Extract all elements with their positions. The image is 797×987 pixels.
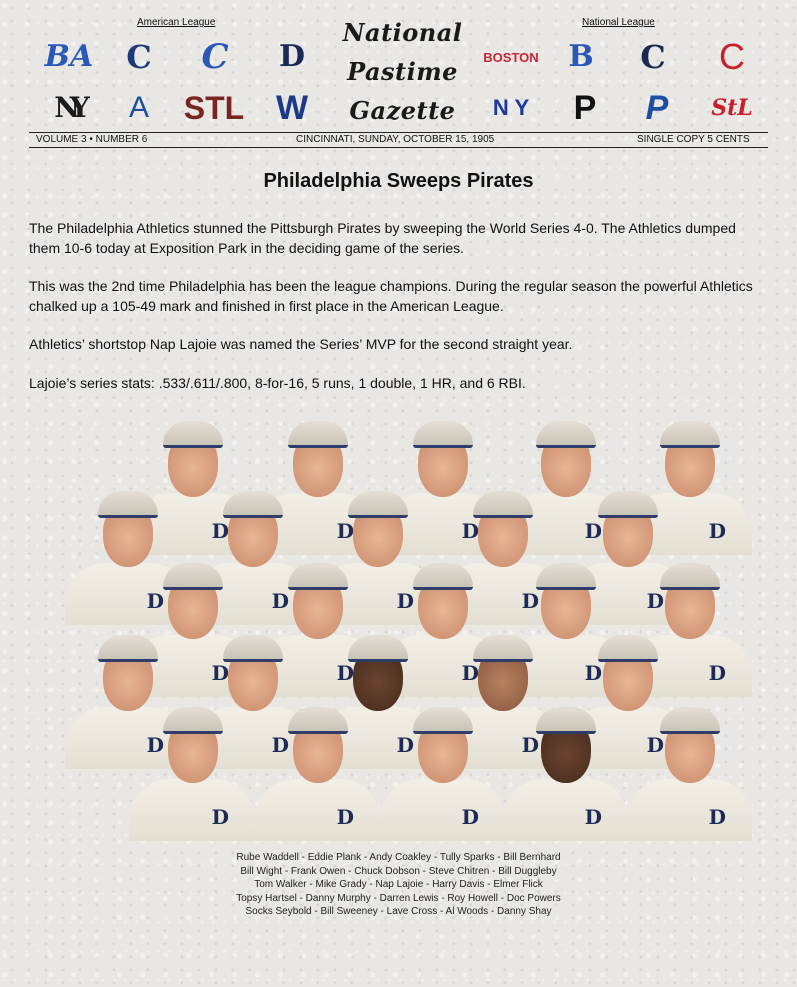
gazette-title-line-3: Gazette <box>349 96 456 125</box>
logo-text: A <box>128 91 149 124</box>
logo-text: StL <box>711 95 753 121</box>
roster-line: Rube Waddell - Eddie Plank - Andy Coakley - Tully Sparks - Bill Bernhard <box>236 852 561 863</box>
player-photo <box>255 701 380 841</box>
masthead <box>0 0 797 132</box>
player-photo <box>503 701 628 841</box>
detroit-logo-icon[interactable] <box>257 37 327 77</box>
masthead-rule-top <box>29 132 768 133</box>
cincinnati-reds-logo-icon[interactable] <box>697 37 767 77</box>
logo-text: BOSTON <box>483 49 539 65</box>
gazette-title-line-2: Pastime <box>347 57 458 86</box>
chicago-cubs-logo-icon[interactable] <box>618 37 688 77</box>
logo-text: NY <box>54 91 80 124</box>
logo-text: BA <box>44 39 94 74</box>
logo-text: C <box>201 37 229 77</box>
logo-text: N Y <box>492 95 530 120</box>
cleveland-logo-icon[interactable] <box>180 37 250 77</box>
logo-text: P <box>573 89 597 127</box>
article-paragraph-3: Athletics’ shortstop Nap Lajoie was named the Series’ MVP for the second straight year. <box>29 336 573 352</box>
washington-logo-icon[interactable] <box>257 88 327 128</box>
player-photo <box>380 701 505 841</box>
pittsburgh-logo-icon[interactable] <box>550 88 620 128</box>
logo-text: B <box>568 39 594 74</box>
article-paragraph-4: Lajoie’s series stats: .533/.611/.800, 8-for-16, 5 runs, 1 double, 1 HR, and 6 RBI. <box>29 375 526 391</box>
roster-line: Bill Wight - Frank Owen - Chuck Dobson - Steve Chitren - Bill Duggleby <box>240 865 557 877</box>
logo-text: C <box>126 38 152 76</box>
chicago-logo-icon[interactable] <box>104 37 174 77</box>
logo-text: P <box>645 89 669 127</box>
new-york-giants-logo-icon[interactable] <box>476 88 546 128</box>
logo-text: C <box>640 38 666 76</box>
logo-text: W <box>275 89 309 127</box>
philadelphia-phillies-logo-icon[interactable] <box>622 88 692 128</box>
roster-caption <box>0 851 797 919</box>
roster-line: Socks Seybold - Bill Sweeney - Lave Cross - Al Woods - Danny Shay <box>245 906 552 917</box>
roster-line: Tom Walker - Mike Grady - Nap Lajoie - Harry Davis - Elmer Flick <box>254 879 543 890</box>
player-photo <box>130 701 255 841</box>
masthead-rule-bottom <box>29 147 768 148</box>
article-paragraph-2: This was the 2nd time Philadelphia has been the league champions. During the regular season the powerful Athletics chalked up a 105-49 mark and finished in first place in the American League. <box>29 278 753 314</box>
national-league-label[interactable]: National League <box>582 17 655 28</box>
roster-line: Topsy Hartsel - Danny Murphy - Darren Lewis - Roy Howell - Doc Powers <box>236 892 561 904</box>
price: SINGLE COPY 5 CENTS <box>637 134 750 145</box>
new-york-highlanders-logo-icon[interactable] <box>32 88 102 128</box>
st-louis-cardinals-logo-icon[interactable] <box>697 88 767 128</box>
player-photo <box>627 701 752 841</box>
brooklyn-logo-icon[interactable] <box>546 37 616 77</box>
logo-text: STL <box>183 90 245 126</box>
headline: Philadelphia Sweeps Pirates <box>263 170 534 192</box>
american-league-label[interactable]: American League <box>137 17 216 28</box>
boston-americans-logo-icon[interactable] <box>34 37 104 77</box>
volume-number: VOLUME 3 • NUMBER 6 <box>36 134 148 145</box>
team-photo <box>55 415 760 843</box>
st-louis-browns-logo-icon[interactable] <box>170 88 258 128</box>
gazette-title-line-1: National <box>342 18 463 47</box>
philadelphia-athletics-logo-icon[interactable] <box>104 88 174 128</box>
article-paragraph-1: The Philadelphia Athletics stunned the Pittsburgh Pirates by sweeping the World Series 4-0. The Athletics dumped them 10-6 today at Exposition Park in the deciding game of the series. <box>29 220 736 256</box>
dateline: CINCINNATI, SUNDAY, OCTOBER 15, 1905 <box>296 134 495 145</box>
logo-text: D <box>278 39 305 74</box>
logo-text: C <box>719 36 745 77</box>
boston-beaneaters-logo-icon[interactable] <box>476 37 546 77</box>
